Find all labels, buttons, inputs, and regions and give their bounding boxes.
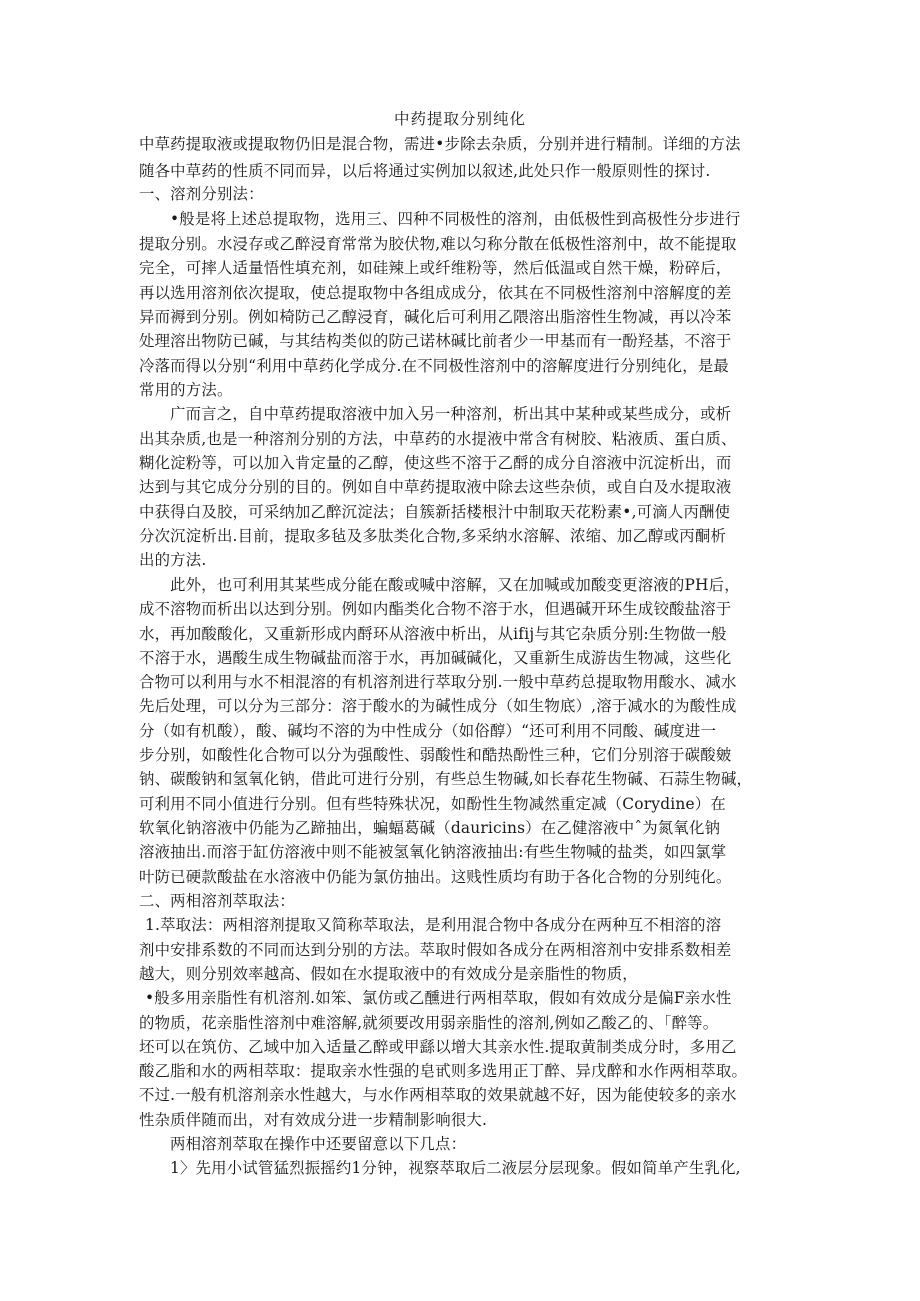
text-line: 出的方法. — [139, 551, 207, 569]
text-line: 冷落而得以分别“利用中草药化学成分.在不同极性溶剂中的溶解度进行分别纯化，是最 — [139, 357, 730, 375]
text-line: 出其杂质,也是一种溶剂分别的方法，中草药的水提液中常含有树胶、粘液质、蛋白质、 — [139, 430, 737, 448]
text-line: 叶防已硬款酸盐在水溶液中仍能为氯仿抽出。这贱性质均有助于各化合物的分别纯化。 — [139, 868, 732, 886]
text-line: 先后处理，可以分为三部分：溶于酸水的为碱性成分（如生物底）,溶于减水的为酸性成 — [139, 697, 737, 715]
text-line: 处理溶出物防已碱，与其结构类似的防己诺林碱比前者少一甲基而有一酚羟基，不溶于 — [139, 332, 732, 350]
text-line: 异而褥到分别。例如椅防己乙醇浸育，碱化后可利用乙隈溶出脂溶性生物减，再以冷苯 — [139, 308, 732, 326]
text-line: 常用的方法。 — [139, 381, 233, 399]
text-line: 软氧化钠溶液中仍能为乙蹄抽出，蝙蝠葛碱（dauricins）在乙健溶液中ˆ为氮氧化钠 — [139, 819, 721, 837]
text-line: 钠、碳酸钠和氢氧化钠，借此可进行分别，有些总生物碱,如长春花生物碱、石蒜生物碱， — [139, 770, 753, 788]
page-title: 中药提取分别纯化 — [393, 110, 526, 128]
text-line: 越大，则分别效率越高、假如在水提取液中的有效成分是亲脂性的物质， — [139, 965, 638, 983]
text-line: 随各中草药的性质不同而异，以后将通过实例加以叙述,此处只作一般原则性的探讨. — [139, 162, 711, 180]
text-line: 中草药提取液或提取物仍旧是混合物，需进•步除去杂质，分别并进行精制。详细的方法 — [139, 135, 741, 153]
text-line: 的物质，花亲脂性溶剂中难溶解,就须要改用弱亲脂性的溶剂,例如乙酸乙的、「醉等。 — [139, 1014, 719, 1032]
text-line: 步分别，如酸性化合物可以分为强酸性、弱酸性和酷热酚性三种，它们分别溶于碳酸皴 — [139, 746, 732, 764]
text-line: 不溶于水，遇酸生成生物碱盐而溶于水，再加碱碱化，又重新生成游齿生物减，这些化 — [139, 649, 732, 667]
text-line: •般是将上述总提取物，选用三、四种不同极性的溶剂，由低极性到高极性分步进行 — [170, 210, 741, 228]
text-line: 酸乙脂和水的两相萃取：提取亲水性强的皂甙则多选用正丁醉、异戊醉和水作两相萃取。 — [139, 1062, 748, 1080]
text-line: 分次沉淀析出.目前，提取多毡及多肽类化合物,多采纳水溶解、浓缩、加乙醇或丙酮析 — [139, 527, 727, 545]
text-line: 可利用不同小值进行分别。但有些特殊状况，如酚性生物减然重定减（Corydine）在 — [139, 795, 726, 813]
section-heading: 一、溶剂分别法： — [139, 185, 264, 203]
text-line: 水，再加酸酸化，又重新形成内酹环从溶液中析出，从ifij与其它杂质分别:生物做一般 — [139, 625, 727, 643]
text-line: 不过.一般有机溶剂亲水性越大，与水作两相萃取的效果就越不好，因为能使较多的亲水 — [139, 1086, 737, 1104]
text-line: 完全，可摔人适量悟性填充剂，如硅辣上或纤维粉等，然后低温或自然干燥，粉碎后， — [139, 259, 732, 277]
text-line: 此外，也可利用其某些成分能在酸或喊中溶解，又在加喊或加酸变更溶液的PH后， — [170, 576, 740, 594]
text-line: 1.萃取法：两相溶剂提取又简称萃取法，是利用混合物中各成分在两种互不相溶的溶 — [145, 916, 722, 934]
text-line: 糊化淀粉等，可以加入肯定量的乙醇，使这些不溶于乙酹的成分自溶液中沉淀析出，而 — [139, 454, 732, 472]
text-line: 坯可以在筑仿、乙域中加入适量乙醉或甲繇以增大其亲水性.提取黄制类成分时，多用乙 — [139, 1038, 737, 1056]
text-line: 剂中安排系数的不同而达到分别的方法。萃取时假如各成分在两相溶剂中安排系数相差 — [139, 941, 732, 959]
text-line: •般多用亲脂性有机溶剂.如笨、氯仿或乙醺进行两相萃取，假如有效成分是偏F亲水性 — [145, 989, 732, 1007]
text-line: 溶液抽出.而溶于缸仿溶液中则不能被氢氧化钠溶液抽出:有些生物喊的盐类，如四氯掌 — [139, 843, 727, 861]
text-line: 达到与其它成分分别的目的。例如自中草药提取液中除去这些杂侦，或自白及水提取液 — [139, 478, 732, 496]
text-line: 再以选用溶剂依次提取，使总提取物中各组成成分，依其在不同极性溶剂中溶解度的差 — [139, 284, 732, 302]
text-line: 合物可以利用与水不相混溶的有机溶剂进行萃取分别.一般中草药总提取物用酸水、减水 — [139, 673, 737, 691]
text-line: 两相溶剂萃取在操作中还要留意以下几点： — [170, 1135, 467, 1153]
text-line: 提取分别。水浸存或乙醉浸育常常为胶伏物,难以匀称分散在低极性溶剂中，故不能提取 — [139, 235, 737, 253]
text-line: 性杂质伴随而出，对有效成分进一步精制影响很大. — [139, 1111, 488, 1129]
text-line: 分（如有机酸），酸、碱均不溶的为中性成分（如俗醇）“还可利用不同酸、碱度进一 — [139, 722, 717, 740]
section-heading: 二、两相溶剂萃取法： — [139, 892, 295, 910]
text-line: 1〉先用小试管猛烈振摇约1分钟，视察萃取后二液层分层现象。假如简单产生乳化, — [170, 1159, 741, 1177]
text-line: 成不溶物而析出以达到分别。例如内酯类化合物不溶于水，但遇碱开环生成铰酸盐溶于 — [139, 600, 732, 618]
text-line: 中获得白及胶，可采纳加乙醉沉淀法；自簇新括楼根汁中制取天花粉素•,可滴人丙酬使 — [139, 503, 731, 521]
text-line: 广而言之，自中草药提取溶液中加入另一种溶剂，析出其中某种或某些成分，或析 — [170, 405, 732, 423]
